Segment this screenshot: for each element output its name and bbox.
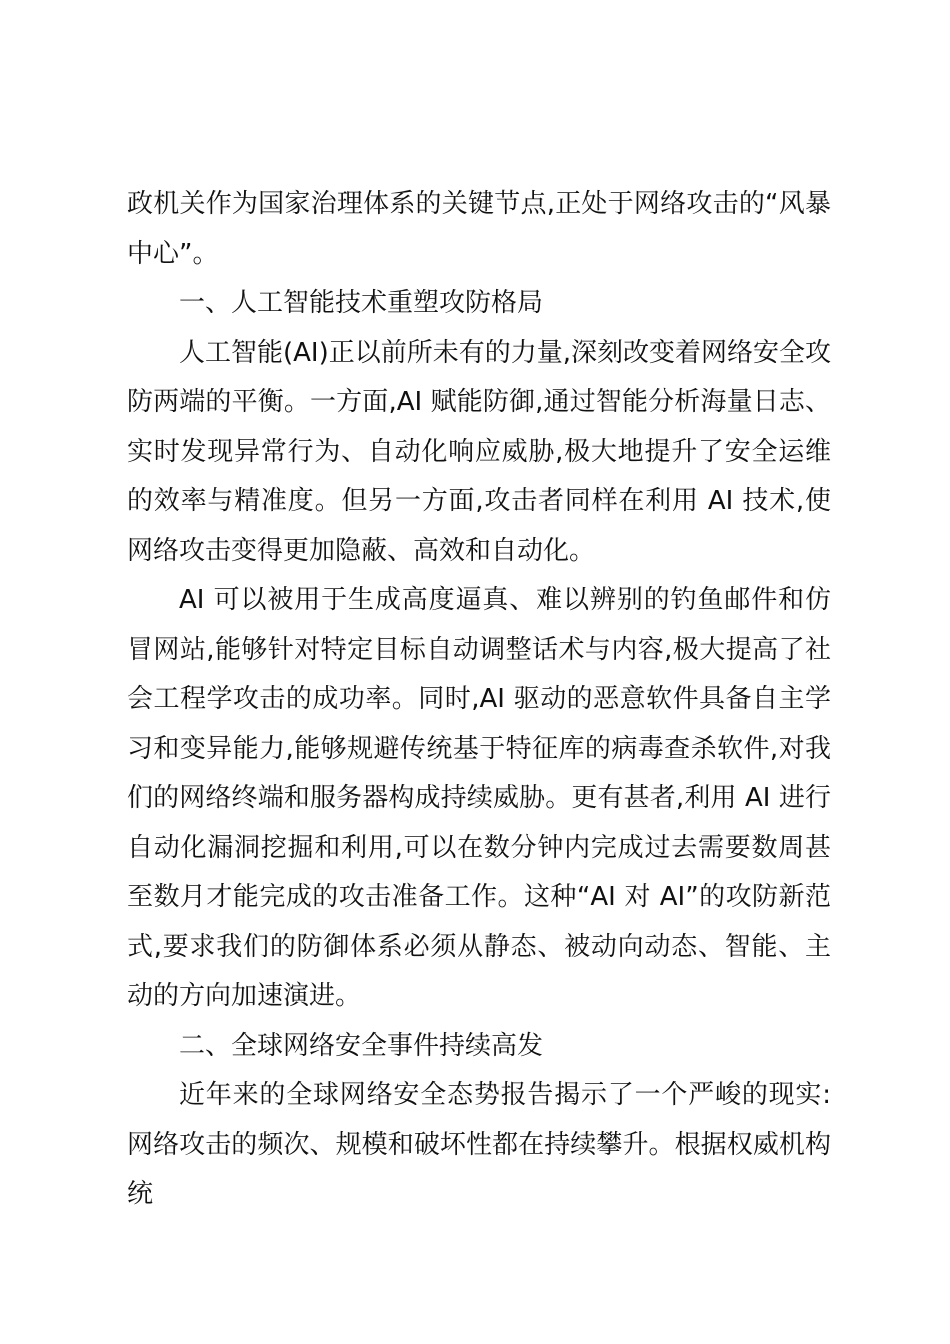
- paragraph-ai-balance: 人工智能(AI)正以前所未有的力量,深刻改变着网络安全攻防两端的平衡。一方面,AI 赋能防御,通过智能分析海量日志、实时发现异常行为、自动化响应威胁,极大地提升了安全运维的效率与精准度。但另一方面,攻击者同样在利用 AI 技术,使网络攻击变得更加隐蔽、高效和自动化。: [127, 337, 832, 566]
- paragraph-global-situation: 近年来的全球网络安全态势报告揭示了一个严峻的现实:网络攻击的频次、规模和破坏性都在持续攀升。根据权威机构统: [127, 1080, 831, 1209]
- document-body: [127, 180, 831, 1220]
- section-heading-1: 一、人工智能技术重塑攻防格局: [179, 288, 544, 318]
- section-heading-2: 二、全球网络安全事件持续高发: [179, 1030, 544, 1061]
- paragraph-ai-threats: AI 可以被用于生成高度逼真、难以辨别的钓鱼邮件和仿冒网站,能够针对特定目标自动调整话术与内容,极大提高了社会工程学攻击的成功率。同时,AI 驱动的恶意软件具备自主学习和变异能力,能够规避传统基于特征库的病毒查杀软件,对我们的网络终端和服务器构成持续威胁。更有甚者,利用 AI 进行自动化漏洞挖掘和利用,可以在数分钟内完成过去需要数周甚至数月才能完成的攻击准备工作。这种“AI 对 AI”的攻防新范式,要求我们的防御体系必须从静态、被动向动态、智能、主动的方向加速演进。: [127, 585, 831, 1011]
- paragraph-continuation: 政机关作为国家治理体系的关键节点,正处于网络攻击的“风暴中心”。: [127, 189, 831, 269]
